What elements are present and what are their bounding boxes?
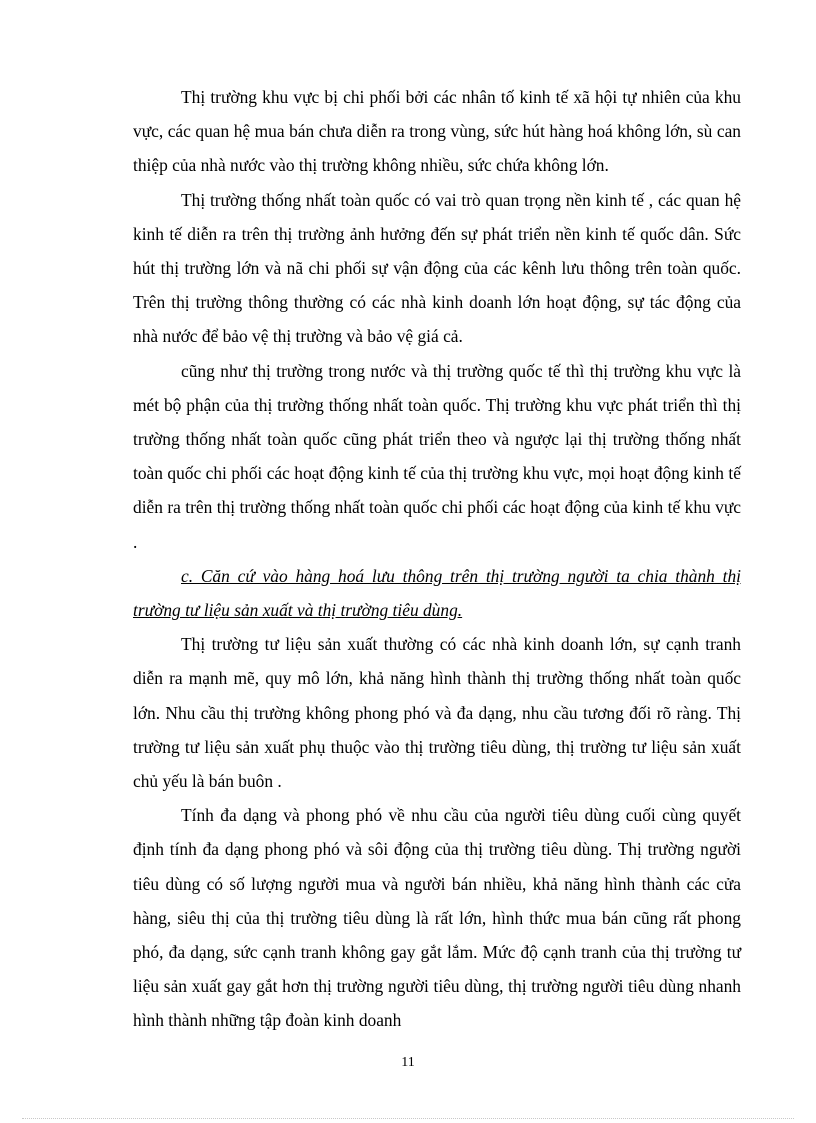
paragraph-consumer-market: Tính đa dạng và phong phó về nhu cầu của người tiêu dùng cuối cùng quyết định tính đa dạng phong phó và sôi động của thị trường tiêu dùng. Thị trường người tiêu dùng có số lượng người mua và người bán nhiều, khả năng hình thành các cửa hàng, siêu thị của thị trường tiêu dùng là rất lớn, hình thức mua bán cũng rất phong phó, đa dạng, sức cạnh tranh không gay gắt lắm. Mức độ cạnh tranh của thị trường tư liệu sản xuất gay gắt hơn thị trường người tiêu dùng, thị trường người tiêu dùng nhanh hình thành những tập đoàn kinh doanh bbox=[133, 805, 741, 1031]
page-bottom-border bbox=[22, 1118, 794, 1119]
paragraph-production-materials-market: Thị trường tư liệu sản xuất thường có các nhà kinh doanh lớn, sự cạnh tranh diễn ra mạnh mẽ, quy mô lớn, khả năng hình thành thị trường thống nhất toàn quốc lớn. Nhu cầu thị trường không phong phó và đa dạng, nhu cầu tương đối rõ ràng. Thị trường tư liệu sản xuất phụ thuộc vào thị trường tiêu dùng, thị trường tư liệu sản xuất chủ yếu là bán buôn . bbox=[133, 634, 741, 792]
body-text bbox=[133, 80, 741, 1038]
paragraph-regional-market: Thị trường khu vực bị chi phối bởi các nhân tố kinh tế xã hội tự nhiên của khu vực, các quan hệ mua bán chưa diễn ra trong vùng, sức hút hàng hoá không lớn, sù can thiệp của nhà nước vào thị trường không nhiều, sức chứa không lớn. bbox=[133, 87, 741, 176]
paragraph-market-relationship: cũng như thị trường trong nước và thị trường quốc tế thì thị trường khu vực là mét bộ phận của thị trường thống nhất toàn quốc. Thị trường khu vực phát triển thì thị trường thống nhất toàn quốc cũng phát triển theo và ngược lại thị trường thống nhất toàn quốc chi phối các hoạt động kinh tế của thị trường khu vực, mọi hoạt động kinh tế diễn ra trên thị trường thống nhất toàn quốc chi phối các hoạt động của kinh tế khu vực . bbox=[133, 360, 741, 552]
section-heading-c: c. Căn cứ vào hàng hoá lưu thông trên thị trường người ta chia thành thị trường tư liệu sản xuất và thị trường tiêu dùng. bbox=[133, 565, 741, 621]
paragraph-national-market: Thị trường thống nhất toàn quốc có vai trò quan trọng nền kinh tế , các quan hệ kinh tế diễn ra trên thị trường ảnh hưởng đến sự phát triển nền kinh tế quốc dân. Sức hút thị trường lớn và nã chi phối sự vận động của các kênh lưu thông trên toàn quốc. Trên thị trường thông thường có các nhà kinh doanh lớn hoạt động, sự tác động của nhà nước để bảo vệ thị trường và bảo vệ giá cả. bbox=[133, 189, 741, 347]
page-number: 11 bbox=[401, 1055, 415, 1070]
